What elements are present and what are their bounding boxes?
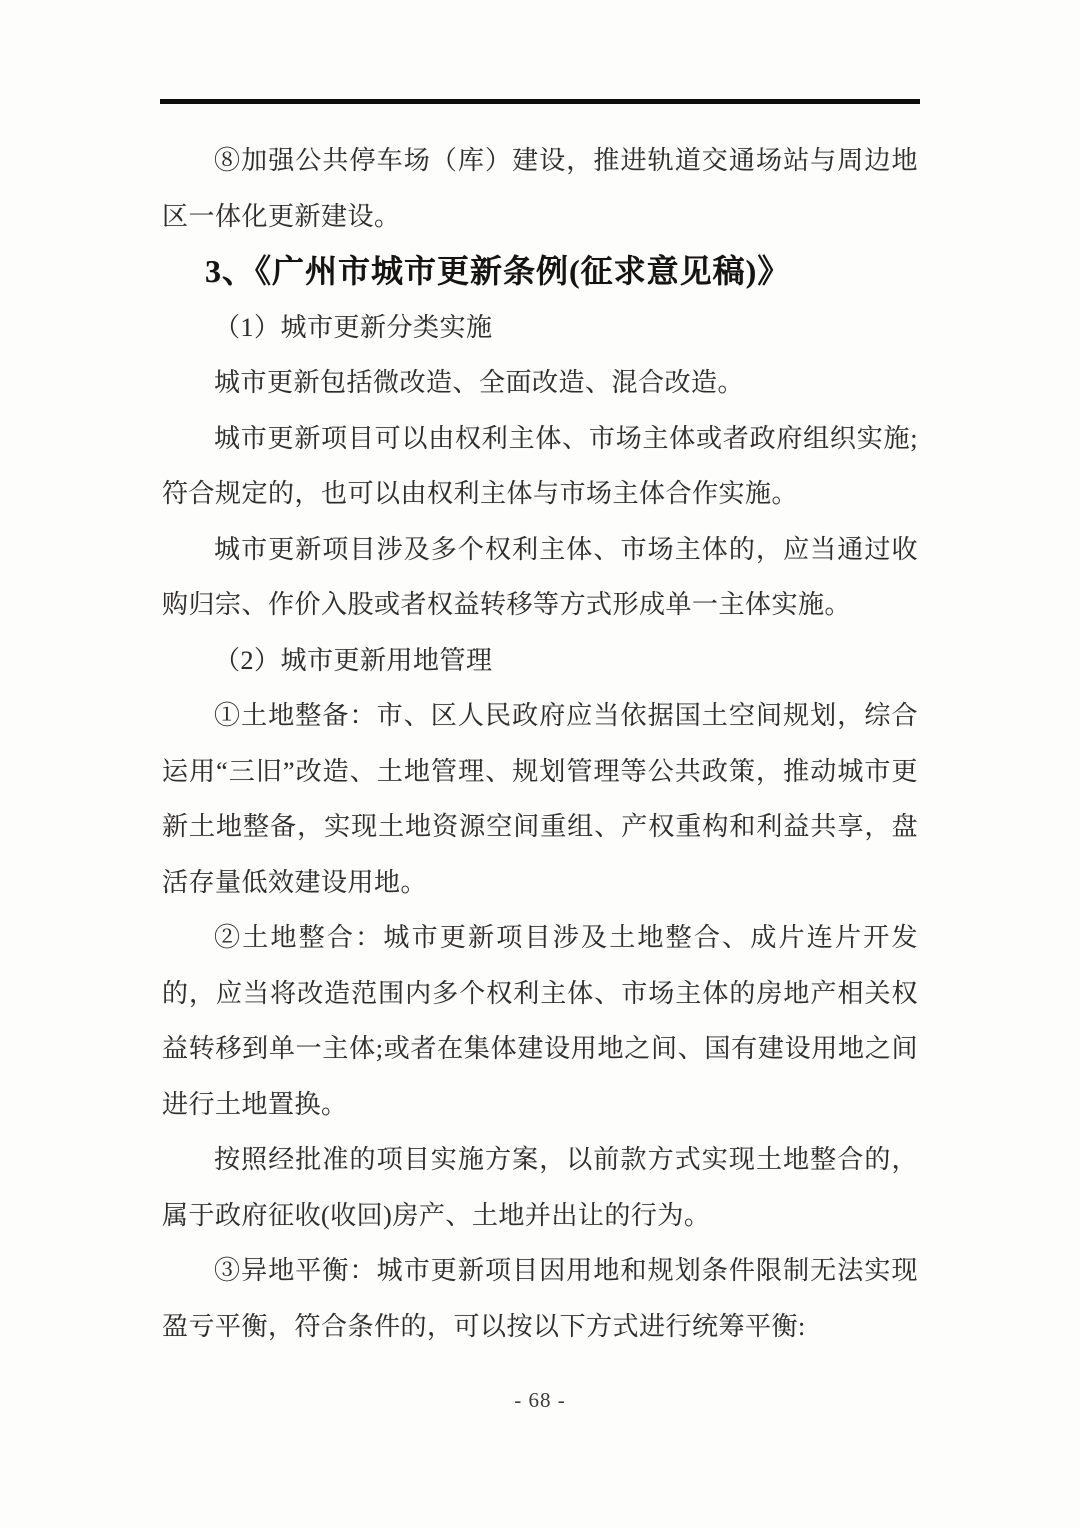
paragraph-land-preparation: ①土地整备：市、区人民政府应当依据国土空间规划，综合运用“三旧”改造、土地管理、规划管理等公共政策，推动城市更新土地整备，实现土地资源空间重组、产权重构和利益共享，盘活存量低效建设用地。 <box>162 701 918 897</box>
paragraph-transit-parking: ⑧加强公共停车场（库）建设，推进轨道交通场站与周边地区一体化更新建设。 <box>162 146 918 231</box>
page-number: - 68 - <box>514 1388 566 1412</box>
paragraph-single-entity: 城市更新项目涉及多个权利主体、市场主体的，应当通过收购归宗、作价入股或者权益转移等方式形成单一主体实施。 <box>162 534 918 619</box>
paragraph-renewal-types: 城市更新包括微改造、全面改造、混合改造。 <box>214 368 745 397</box>
subheading-classification: （1）城市更新分类实施 <box>214 312 493 342</box>
header-rule <box>160 99 920 104</box>
paragraph-implementers: 城市更新项目可以由权利主体、市场主体或者政府组织实施;符合规定的，也可以由权利主体与市场主体合作实施。 <box>162 423 918 508</box>
section-heading: 3、《广州市城市更新条例(征求意见稿)》 <box>205 253 791 289</box>
paragraph-land-consolidation: ②土地整合：城市更新项目涉及土地整合、成片连片开发的，应当将改造范围内多个权利主体、市场主体的房地产相关权益转移到单一主体;或者在集体建设用地之间、国有建设用地之间进行土地置换。 <box>162 923 918 1119</box>
subheading-land-management: （2）城市更新用地管理 <box>214 645 493 675</box>
document-body <box>162 133 918 1354</box>
paragraph-offsite-balance: ③异地平衡：城市更新项目因用地和规划条件限制无法实现盈亏平衡，符合条件的，可以按以下方式进行统筹平衡: <box>162 1256 918 1341</box>
paragraph-approved-plan: 按照经批准的项目实施方案，以前款方式实现土地整合的，属于政府征收(收回)房产、土地并出让的行为。 <box>162 1145 918 1230</box>
